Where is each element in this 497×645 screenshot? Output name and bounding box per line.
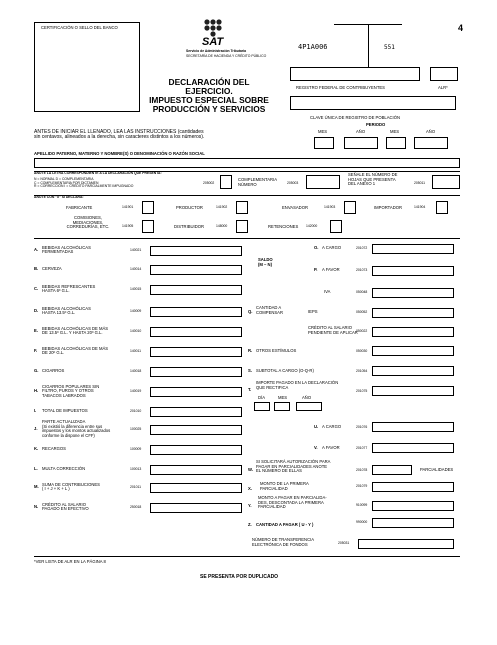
row-amount-field[interactable] bbox=[150, 307, 242, 317]
row-code: 140018 bbox=[130, 369, 142, 373]
role-productor-label: PRODUCTOR bbox=[176, 205, 203, 210]
role-fabricante-check[interactable] bbox=[142, 201, 154, 214]
row-label: PARTE ACTUALIZADA (Si existió la diferencia entre sus impuestos y los montos actualizados conforme la dispone el CFF) bbox=[42, 419, 111, 438]
t-date-mes: MES bbox=[278, 395, 288, 400]
role-comisiones-code: 141905 bbox=[122, 224, 134, 228]
ieps-code: 050052 bbox=[356, 310, 368, 314]
row-amount-field[interactable] bbox=[150, 483, 242, 493]
transfer-label: NÚMERO DE TRANSFERENCIA ELECTRÓNICA DE FONDOS bbox=[252, 537, 315, 547]
r-key: R. bbox=[248, 348, 253, 353]
p-label: A FAVOR bbox=[322, 267, 340, 272]
row-code: 140010 bbox=[130, 329, 142, 333]
z-key: Z. bbox=[248, 522, 252, 527]
row-code: 201011 bbox=[130, 485, 142, 489]
w-label: SI SOLICITARÁ AUTORIZACIÓN PARA PAGAR EN PARCIALIDADES ANOTE EL NÚMERO DE ELLAS bbox=[256, 459, 331, 474]
letter-code: 205002 bbox=[203, 181, 215, 185]
role-importador-label: IMPORTADOR bbox=[374, 205, 402, 210]
instructions: ANTES DE INICIAR EL LLENADO, LEA LAS INSTRUCCIONES (cantidades sin centavos, alineados a la derecha, sin caracteres distintos a los números). bbox=[34, 129, 205, 141]
row-amount-field[interactable] bbox=[150, 367, 242, 377]
o-key: O. bbox=[314, 245, 319, 250]
t-date-ano-field[interactable] bbox=[296, 402, 322, 411]
bank-seal-box bbox=[34, 22, 140, 112]
alr-field[interactable] bbox=[430, 67, 458, 81]
periodo-mes1: MES bbox=[318, 129, 328, 134]
ieps-label: IEPS bbox=[308, 309, 318, 314]
p-key: P. bbox=[314, 267, 318, 272]
letter-field[interactable] bbox=[220, 175, 232, 189]
row-key: E. bbox=[34, 328, 38, 333]
periodo-ano2: AÑO bbox=[426, 129, 436, 134]
r-field[interactable] bbox=[372, 346, 454, 356]
row-amount-field[interactable] bbox=[150, 407, 242, 417]
role-envasador-label: ENVASADOR bbox=[282, 205, 308, 210]
row-label: RECARGOS bbox=[42, 446, 66, 451]
row-amount-field[interactable] bbox=[150, 387, 242, 397]
t-date-mes-field[interactable] bbox=[274, 402, 290, 411]
row-key: G. bbox=[34, 368, 39, 373]
name-label: APELLIDO PATERNO, MATERNO Y NOMBRE(S) O DENOMINACIÓN O RAZÓN SOCIAL bbox=[34, 151, 205, 156]
v-label: A FAVOR bbox=[322, 445, 340, 450]
row-label: CIGARROS POPULARES SIN FILTRO, PUROS Y OTROS TABACOS LABRADOS bbox=[42, 383, 100, 398]
role-title: ANOTE CON "X" SI DECLARA: bbox=[34, 195, 84, 199]
transfer-field[interactable] bbox=[358, 539, 454, 549]
row-label: BEBIDAS ALCOHÓLICAS DE MÁS DE 20º G.L. bbox=[42, 345, 109, 356]
q-key: Q. bbox=[248, 309, 253, 314]
folio-divider bbox=[368, 24, 369, 68]
w-key: W. bbox=[248, 467, 253, 472]
row-label: BEBIDAS ALCOHÓLICAS HASTA 13.5º G.L. bbox=[42, 305, 91, 316]
role-comisiones-check[interactable] bbox=[142, 220, 154, 233]
row-key: B. bbox=[34, 266, 39, 271]
row-label: BEBIDAS ALCOHÓLICAS DE MÁS DE 13.5º G.L. Y HASTA 20º G.L. bbox=[42, 325, 109, 336]
iva-label: IVA bbox=[324, 289, 331, 294]
section-rule-3 bbox=[34, 238, 460, 239]
z-field[interactable] bbox=[372, 518, 454, 528]
t-code: 201075 bbox=[356, 389, 368, 393]
row-label: MULTA CORRECCIÓN bbox=[42, 466, 86, 471]
row-amount-field[interactable] bbox=[150, 265, 242, 275]
row-label: BEBIDAS REFRESCANTES HASTA 6º G.L. bbox=[42, 283, 96, 294]
periodo-mes1-field[interactable] bbox=[314, 137, 334, 149]
saldo-label: SALDO (M – N) bbox=[258, 257, 273, 267]
periodo-ano1-field[interactable] bbox=[344, 137, 378, 149]
row-key: D. bbox=[34, 308, 39, 313]
footer-rule bbox=[34, 556, 460, 557]
row-code: 140011 bbox=[130, 349, 142, 353]
row-label: CIGARROS bbox=[42, 368, 65, 373]
row-code: 201010 bbox=[130, 409, 142, 413]
alr-label: ALR* bbox=[438, 85, 448, 90]
role-retenciones-check[interactable] bbox=[330, 220, 342, 233]
row-key: C. bbox=[34, 286, 39, 291]
duplicate-note: SE PRESENTA POR DUPLICADO bbox=[200, 574, 279, 580]
letter-title: ANOTE LA LETRA CORRESPONDIENTE A LA DECLARACIÓN QUE PRESENTA: bbox=[34, 171, 162, 175]
z-code: 990000 bbox=[356, 520, 368, 524]
credito-field[interactable] bbox=[372, 327, 454, 337]
v-code: 201077 bbox=[356, 446, 368, 450]
role-distribuidor-check[interactable] bbox=[236, 220, 248, 233]
row-key: F. bbox=[34, 348, 38, 353]
transfer-code: 205031 bbox=[338, 541, 350, 545]
role-importador-code: 141904 bbox=[414, 205, 426, 209]
iva-code: 050048 bbox=[356, 290, 368, 294]
role-retenciones-code: 142000 bbox=[306, 224, 318, 228]
t-date-dia: DÍA bbox=[258, 395, 265, 400]
u-label: A CARGO bbox=[322, 424, 342, 429]
row-key: N. bbox=[34, 504, 39, 509]
row-amount-field[interactable] bbox=[150, 327, 242, 337]
q-label: CANTIDAD A COMPENSAR bbox=[256, 305, 283, 315]
row-code: 100025 bbox=[130, 427, 142, 431]
row-label: CERVEZA bbox=[42, 266, 62, 271]
row-amount-field[interactable] bbox=[150, 347, 242, 357]
row-code: 100009 bbox=[130, 447, 142, 451]
annex-label: SEÑALE EL NÚMERO DE HOJAS QUE PRESENTA DEL ANEXO 1 bbox=[348, 172, 398, 187]
form-title: DECLARACIÓN DEL EJERCICIO. IMPUESTO ESPECIAL SOBRE PRODUCCIÓN Y SERVICIOS bbox=[149, 77, 269, 115]
periodo-ano1: AÑO bbox=[356, 129, 366, 134]
row-key: A. bbox=[34, 247, 39, 252]
role-fabricante-code: 141901 bbox=[122, 205, 134, 209]
o-label: A CARGO bbox=[322, 245, 342, 250]
role-productor-check[interactable] bbox=[236, 201, 248, 214]
row-code: 140015 bbox=[130, 287, 142, 291]
row-label: SUMA DE CONTRIBUCIONES ( I + J + K + L ) bbox=[42, 481, 100, 492]
ieps-field[interactable] bbox=[372, 308, 454, 318]
role-retenciones-label: RETENCIONES bbox=[268, 224, 299, 229]
s-code: 201054 bbox=[356, 369, 368, 373]
y-key: Y. bbox=[248, 503, 252, 508]
v-key: V. bbox=[314, 445, 318, 450]
z-label: CANTIDAD A PAGAR ( U - Y ) bbox=[256, 522, 314, 527]
t-label: IMPORTE PAGADO EN LA DECLARACIÓN QUE RECTIFICA bbox=[256, 380, 339, 390]
row-amount-field[interactable] bbox=[150, 246, 242, 256]
o-code: 201072 bbox=[356, 246, 368, 250]
periodo-label: PERIODO bbox=[366, 122, 386, 127]
w-extra: PARCIALIDADES bbox=[420, 467, 454, 472]
u-code: 201076 bbox=[356, 425, 368, 429]
credito-code: 050022 bbox=[356, 329, 368, 333]
footnote: *VER LISTA DE ALR EN LA PÁGINA 8 bbox=[34, 559, 106, 564]
x-label: MONTO DE LA PRIMERA PARCIALIDAD bbox=[260, 481, 309, 491]
row-key: J. bbox=[34, 426, 38, 431]
periodo-mes2: MES bbox=[390, 129, 400, 134]
sat-wordmark: SAT bbox=[202, 36, 224, 48]
row-code: 140014 bbox=[130, 267, 142, 271]
v-field[interactable] bbox=[372, 443, 454, 453]
folio-bar bbox=[334, 24, 402, 25]
row-amount-field[interactable] bbox=[150, 425, 242, 435]
r-code: 050030 bbox=[356, 349, 368, 353]
x-field[interactable] bbox=[372, 482, 454, 492]
x-code: 201079 bbox=[356, 484, 368, 488]
sat-line1: Servicio de Administración Tributaria bbox=[186, 49, 246, 53]
annex-field[interactable] bbox=[432, 175, 460, 189]
w-code: 201078 bbox=[356, 468, 368, 472]
rfc-field[interactable] bbox=[290, 67, 420, 81]
row-code: 250018 bbox=[130, 505, 142, 509]
x-key: X. bbox=[248, 486, 252, 491]
curp-field[interactable] bbox=[290, 96, 456, 110]
rfc-label: REGISTRO FEDERAL DE CONTRIBUYENTES bbox=[296, 85, 385, 90]
t-date-dia-field[interactable] bbox=[254, 402, 270, 411]
annex-code: 205011 bbox=[414, 181, 426, 185]
letter-options: N = NORMAL D = COMPLEMENTARIA C = COMPLEMENTARIA POR DICTAMEN R = CORRECCIÓN I = CRÉDITO PARCIALMENTE IMPUGNADO bbox=[34, 177, 134, 189]
row-label: TOTAL DE IMPUESTOS bbox=[42, 408, 88, 413]
bank-seal-label: CERTIFICACIÓN O SELLO DEL BANCO bbox=[41, 25, 118, 30]
row-code: 100013 bbox=[130, 467, 142, 471]
row-amount-field[interactable] bbox=[150, 285, 242, 295]
y-label: MONTO A PAGAR EN PARCIALIDA- DES, DESCONTADA LA PRIMERA PARCIALIDAD bbox=[258, 495, 327, 510]
s-label: SUBTOTAL A CARGO (O-Q-R) bbox=[256, 368, 314, 373]
comp-field[interactable] bbox=[306, 175, 340, 189]
t-date-ano: AÑO bbox=[302, 395, 312, 400]
comp-code: 205003 bbox=[287, 181, 299, 185]
sat-logo bbox=[186, 18, 267, 60]
p-code: 201073 bbox=[356, 268, 368, 272]
row-key: I. bbox=[34, 408, 37, 413]
page-number: 4 bbox=[458, 23, 464, 33]
row-code: 140021 bbox=[130, 248, 142, 252]
row-key: L. bbox=[34, 466, 38, 471]
row-key: K. bbox=[34, 446, 39, 451]
y-code: 910099 bbox=[356, 503, 368, 507]
t-field[interactable] bbox=[372, 386, 454, 396]
iva-field[interactable] bbox=[372, 288, 454, 298]
s-field[interactable] bbox=[372, 366, 454, 376]
role-importador-check[interactable] bbox=[436, 201, 448, 214]
role-envasador-code: 141903 bbox=[324, 205, 336, 209]
row-key: M. bbox=[34, 484, 39, 489]
row-amount-field[interactable] bbox=[150, 445, 242, 455]
role-comisiones-label: COMISIONES, MEDIACIONES, CORREDURÍAS, ETC. bbox=[66, 215, 110, 230]
name-field[interactable] bbox=[34, 158, 460, 168]
row-code: 140019 bbox=[130, 389, 142, 393]
u-key: U. bbox=[314, 424, 319, 429]
role-distribuidor-code: 148000 bbox=[216, 224, 228, 228]
row-label: CRÉDITO AL SALARIO PAGADO EN EFECTIVO bbox=[42, 501, 89, 512]
folio-code: 4P1A006 bbox=[298, 43, 328, 51]
row-key: H. bbox=[34, 388, 39, 393]
credito-label: CRÉDITO AL SALARIO PENDIENTE DE APLICAR bbox=[308, 325, 358, 335]
y-field[interactable] bbox=[372, 501, 454, 511]
curp-label: CLAVE ÚNICA DE REGISTRO DE POBLACIÓN bbox=[310, 115, 400, 120]
o-field[interactable] bbox=[372, 244, 454, 254]
s-key: S. bbox=[248, 368, 252, 373]
r-label: OTROS ESTÍMULOS bbox=[256, 348, 297, 353]
row-amount-field[interactable] bbox=[150, 503, 242, 513]
periodo-ano2-field[interactable] bbox=[414, 137, 448, 149]
role-distribuidor-label: DISTRIBUIDOR bbox=[174, 224, 205, 229]
row-label: BEBIDAS ALCOHÓLICAS FERMENTADAS bbox=[42, 244, 91, 255]
p-field[interactable] bbox=[372, 266, 454, 276]
sat-line2: SECRETARÍA DE HACIENDA Y CRÉDITO PÚBLICO bbox=[186, 54, 267, 58]
row-amount-field[interactable] bbox=[150, 465, 242, 475]
row-code: 140009 bbox=[130, 309, 142, 313]
role-productor-code: 141902 bbox=[216, 205, 228, 209]
section-rule-2 bbox=[34, 195, 460, 196]
comp-label: COMPLEMENTARIA NÚMERO bbox=[238, 177, 278, 187]
folio-number: 551 bbox=[384, 44, 395, 51]
u-field[interactable] bbox=[372, 422, 454, 432]
periodo-mes2-field[interactable] bbox=[386, 137, 406, 149]
role-fabricante-label: FABRICANTE bbox=[66, 205, 93, 210]
t-key: T. bbox=[248, 387, 252, 392]
role-envasador-check[interactable] bbox=[344, 201, 356, 214]
w-field[interactable] bbox=[372, 465, 412, 475]
